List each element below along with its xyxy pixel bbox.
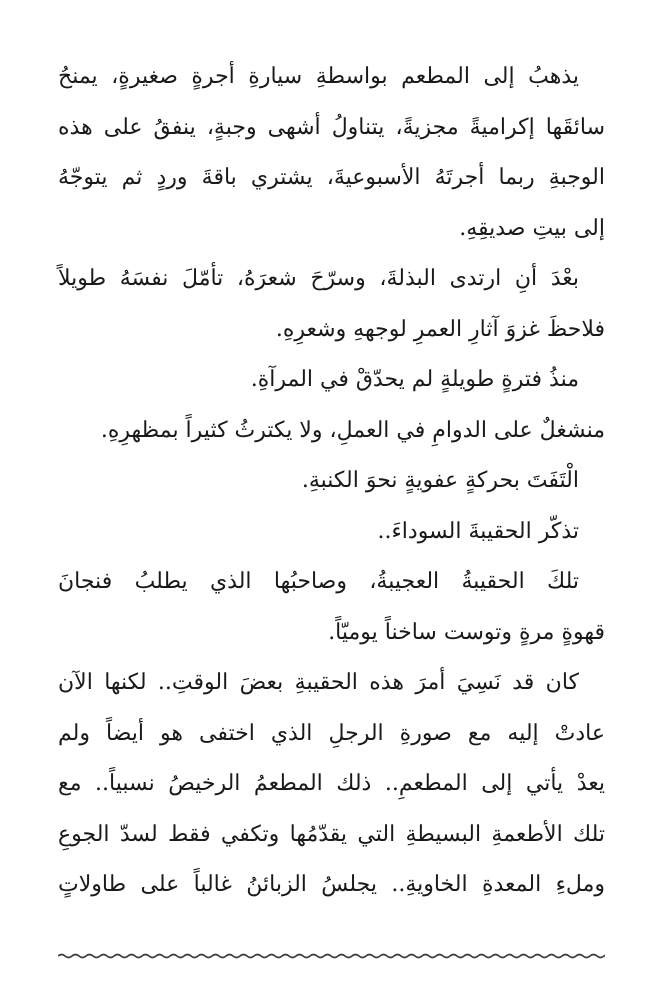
text-line: الوجبةِ ربما أجرتَهُ الأسبوعيةَ، يشتري باقةَ وردٍ ثم يتوجّهُ — [58, 165, 605, 190]
text-line: بعْدَ أنِ ارتدى البذلةَ، وسرّحَ شعرَهُ، تأمّلَ نفسَهُ طويلاً — [58, 266, 579, 291]
text-line: كان قد نَسِيَ أمرَ هذه الحقيبةِ بعضَ الوقتِ.. لكنها الآن — [58, 670, 579, 695]
page-text — [58, 52, 605, 911]
text-line: قهوةٍ مرةٍ وتوست ساخناً يوميّاً. — [328, 619, 605, 645]
text-line: إلى بيتِ صديقِهِ. — [459, 215, 605, 241]
text-line: وملءِ المعدةِ الخاويةِ.. يجلسُ الزبائنُ غالباً على طاولاتٍ — [58, 872, 605, 897]
text-line: يعدْ يأتي إلى المطعمِ.. ذلك المطعمُ الرخيصُ نسبياً.. مع — [58, 771, 605, 796]
text-line: تلكَ الحقيبةُ العجيبةُ، وصاحبُها الذي يطلبُ فنجانَ — [58, 569, 579, 594]
text-line: عادتْ إليه مع صورةِ الرجلِ الذي اختفى هو أيضاً ولم — [58, 720, 605, 746]
text-line: يذهبُ إلى المطعم بواسطةِ سيارةِ أجرةٍ صغيرةٍ، يمنحُ — [58, 64, 579, 89]
text-line: تذكّر الحقيبةَ السوداءَ.. — [377, 518, 579, 544]
text-line: تلك الأطعمةِ البسيطةِ التي يقدّمُها وتكفي فقط لسدّ الجوعِ — [58, 821, 605, 847]
text-line: فلاحظَ غزوَ آثارِ العمرِ لوجههِ وشعرِهِ. — [275, 316, 605, 342]
text-line: منذُ فترةٍ طويلةٍ لم يحدّقْ في المرآةِ. — [250, 367, 579, 392]
text-line: سائقَها إكراميةً مجزيةً، يتناولُ أشهى وجبةٍ، ينفقُ على هذه — [58, 114, 605, 140]
wavy-divider — [58, 948, 605, 964]
text-line: الْتَفَتَ بحركةٍ عفويةٍ نحوَ الكنبةِ. — [301, 468, 579, 493]
text-line: منشغلٌ على الدوامِ في العملِ، ولا يكترثُ كثيراً بمظهرِهِ. — [100, 417, 605, 443]
